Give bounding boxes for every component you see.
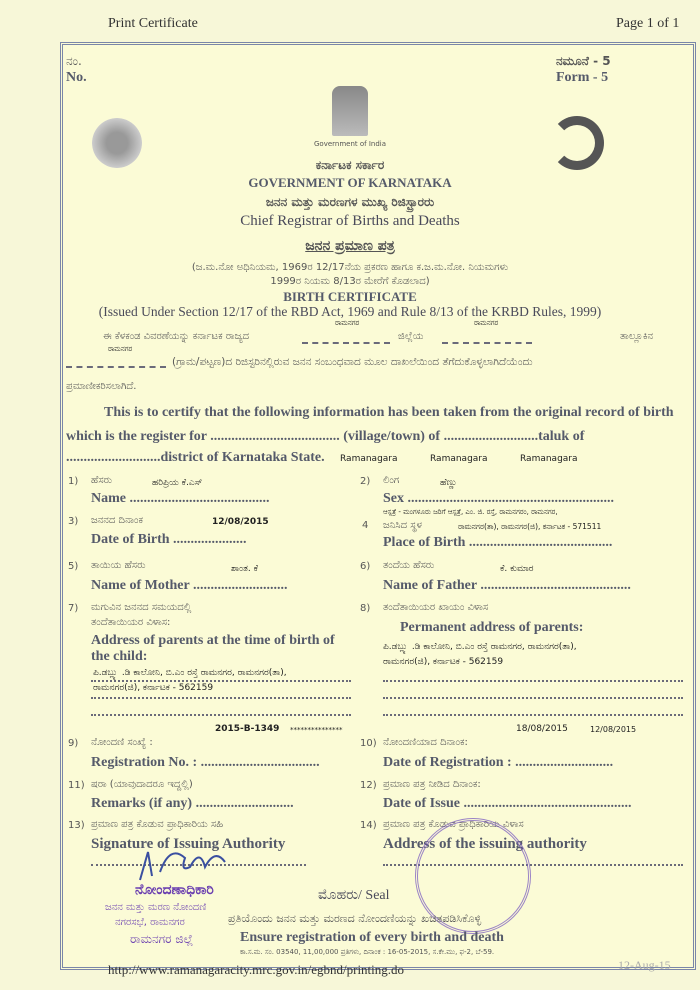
fields-name-en: Name ........................................ (91, 491, 270, 506)
fields-reg-date-overprint: 12/08/2015 (590, 725, 637, 734)
print-line: ಕಾ.ಸ.ಮ. ಸಂ. 03540, 11,00,000 ಪ್ರತಿಗಳು, ದಿನಾಂಕ : 16-05-2015, ಸ.ಕೇ.ಮು, ಫ-2, ಬೆ-59. (240, 948, 495, 956)
fields-addr-birth-value1: ಪಿ.ಡಬ್ಲ್ಯು .ಡಿ ಕಾಲೋನಿ, ಬಿ.ಎಂ ರಸ್ತೆ ರಾಮನಗರ, ರಾಮನಗರ(ತಾ), (93, 668, 287, 678)
fields-addr-birth-en2: the child: (91, 649, 148, 664)
kn-para-1a: ಈ ಕೆಳಕಂಡ ವಿವರಣೆಯನ್ನು ಕರ್ನಾಟಕ ರಾಜ್ಯದ (103, 331, 250, 342)
dotted-fill-line (91, 680, 351, 682)
kn-para-1b: ಜಿಲ್ಲೆಯ (398, 331, 424, 342)
fields-pob-n: 4 (362, 520, 369, 531)
fields-reg-date-kn: ನೋಂದಣಿಯಾದ ದಿನಾಂಕ: (383, 737, 468, 748)
fields-sex-en: Sex ........................................................... (383, 491, 614, 506)
fields-pob-value2: ರಾಮನಗರ(ತಾ), ರಾಮನಗರ(ಜಿ), ಕರ್ನಾಟಕ - 571511 (458, 522, 602, 531)
fields-dob-n: 3) (68, 516, 79, 527)
no-kn: ನಂ. (66, 54, 82, 68)
fields-authority-addr-kn: ಪ್ರಮಾಣ ಪತ್ರ ಕೊಡುವ ಪ್ರಾಧಿಕಾರಿಯ ವಿಳಾಸ (383, 819, 524, 830)
form-kn: ನಮೂನೆ - 5 (556, 54, 611, 68)
district-blank (302, 342, 390, 344)
taluk-fill: ರಾಮನಗರ (474, 319, 499, 327)
fields-issue-date-kn: ಪ್ರಮಾಣ ಪತ್ರ ನೀಡಿದ ದಿನಾಂಕ: (383, 779, 481, 790)
fields-remarks-kn: ಷರಾ (ಯಾವುದಾದರೂ ಇದ್ದಲ್ಲಿ) (91, 779, 193, 790)
print-date: 12-Aug-15 (618, 958, 671, 972)
fields-remarks-n: 11) (68, 780, 85, 791)
fields-addr-perm-kn: ತಂದೆತಾಯಿಯರ ಖಾಯಂ ವಿಳಾಸ (383, 602, 489, 613)
fields-pob-en: Place of Birth ......................................... (383, 535, 613, 550)
town-blank (66, 366, 166, 368)
en-fill-2: Ramanagara (430, 454, 488, 464)
fields-reg-no-masked: *************** (290, 726, 343, 734)
cert-en: BIRTH CERTIFICATE (283, 289, 417, 304)
fields-name-n: 1) (68, 476, 79, 487)
en-fill-1: Ramanagara (340, 454, 398, 464)
fields-name-value: ಹರಿಪ್ರಿಯ ಕೆ.ಎಸ್ (152, 478, 203, 488)
town-fill: ರಾಮನಗರ (108, 345, 133, 353)
gov-en: GOVERNMENT OF KARNATAKA (248, 175, 452, 190)
kn-para-1c: ತಾಲ್ಲೂಕಿನ (620, 331, 654, 342)
cert-kn: ಜನನ ಪ್ರಮಾಣ ಪತ್ರ (305, 238, 395, 254)
fields-reg-no-value: 2015-B-1349 (215, 724, 280, 734)
dotted-fill-line (91, 697, 351, 699)
stamp-l2: ಜನನ ಮತ್ತು ಮರಣ ನೋಂದಣಿ (105, 902, 207, 913)
fields-father-n: 6) (360, 561, 371, 572)
fields-authority-addr-en: Address of the issuing authority (383, 836, 587, 852)
fields-reg-no-kn: ನೋಂದಣಿ ಸಂಖ್ಯೆ : (91, 737, 153, 748)
en-para-3: ...........................district of Karnataka State. (66, 450, 325, 465)
fields-signature-n: 13) (68, 820, 85, 831)
fields-sex-value: ಹೆಣ್ಣು (440, 478, 458, 488)
act-kn-1: (ಜ.ಮ.ನೋ ಅಧಿನಿಯಮ, 1969ರ 12/17ನೆಯ ಪ್ರಕರಣ ಹಾಗೂ ಕ.ಜ.ಮ.ನೋ. ನಿಯಮಗಳು (191, 262, 509, 273)
seal-label: ಮೊಹರು/ Seal (318, 888, 390, 903)
kn-para-2: (ಗ್ರಾಮ/ಪಟ್ಟಣ)ದ ರಿಜಿಸ್ಟರಿನಲ್ಲಿರುವ ಜನನ ಸಂಬಂಧವಾದ ಮೂಲ ದಾಖಲೆಯಿಂದ ತೆಗೆದುಕೊಳ್ಳಲಾಗಿದೆಯೆಂದು (172, 356, 533, 368)
en-para-2: which is the register for ..................................... (village/town) of ...........................taluk of (66, 429, 585, 444)
fields-father-kn: ತಂದೆಯ ಹೆಸರು (383, 560, 435, 571)
fields-dob-en: Date of Birth ..................... (91, 532, 247, 547)
en-fill-3: Ramanagara (520, 454, 578, 464)
print-title: Print Certificate (108, 16, 198, 31)
fields-signature-kn: ಪ್ರಮಾಣ ಪತ್ರ ಕೊಡುವ ಪ್ರಾಧಿಕಾರಿಯ ಸಹಿ (91, 819, 224, 830)
fields-addr-birth-en1: Address of parents at the time of birth of (91, 633, 335, 648)
fields-father-value: ಕೆ. ಕುಮಾರ (500, 564, 534, 574)
ashoka-emblem-icon (332, 86, 368, 136)
page-indicator: Page 1 of 1 (616, 16, 680, 31)
fields-reg-date-value: 18/08/2015 (516, 724, 568, 734)
fields-sex-kn: ಲಿಂಗ (383, 475, 400, 486)
dotted-fill-line (383, 697, 683, 699)
registrar-kn: ಜನನ ಮತ್ತು ಮರಣಗಳ ಮುಖ್ಯ ರಿಜಿಸ್ಟ್ರಾರರು (265, 195, 435, 209)
fields-issue-date-n: 12) (360, 780, 377, 791)
fields-mother-kn: ತಾಯಿಯ ಹೆಸರು (91, 560, 146, 571)
kn-para-3: ಪ್ರಮಾಣೀಕರಿಸಲಾಗಿದೆ. (66, 381, 137, 392)
fields-addr-birth-kn1: ಮಗುವಿನ ಜನನದ ಸಮಯದಲ್ಲಿ (91, 602, 192, 613)
fields-pob-value1: ಆಸ್ಪತ್ರೆ - ಮಂಗಳೂರು ಜರಿಗೆ ಆಸ್ಪತ್ರೆ, ಎಂ. ಜಿ. ರಸ್ತೆ, ರಾಮನಗರಂ, ರಾಮನಗರ, (383, 508, 558, 516)
gov-india: Government of India (313, 140, 387, 148)
fields-addr-perm-n: 8) (360, 603, 371, 614)
fields-sex-n: 2) (360, 476, 371, 487)
act-en: (Issued Under Section 12/17 of the RBD Act, 1969 and Rule 8/13 of the KRBD Rules, 1999) (98, 304, 602, 319)
fields-pob-kn: ಜನಿಸಿದ ಸ್ಥಳ (383, 520, 422, 531)
dotted-fill-line (383, 680, 683, 682)
fields-father-en: Name of Father ........................................... (383, 578, 631, 593)
fields-reg-no-n: 9) (68, 738, 79, 749)
taluk-blank (442, 342, 532, 344)
stamp-l3: ನಗರಸಭೆ, ರಾಮನಗರ (115, 917, 185, 928)
fields-reg-date-en: Date of Registration : ............................ (383, 755, 614, 770)
form-en: Form - 5 (556, 70, 609, 85)
gov-kn: ಕರ್ನಾಟಕ ಸರ್ಕಾರ (315, 158, 385, 172)
fields-addr-birth-n: 7) (68, 603, 79, 614)
fields-dob-value: 12/08/2015 (212, 517, 269, 527)
registrar-en: Chief Registrar of Births and Deaths (240, 213, 460, 229)
fields-reg-no-en: Registration No. : .................................. (91, 755, 320, 770)
fields-mother-n: 5) (68, 561, 79, 572)
dotted-fill-line (383, 714, 683, 716)
fields-mother-value: ಶಾಂತ. ಕೆ (231, 564, 258, 574)
fields-addr-perm-value2: ರಾಮನಗರ(ಜಿ), ಕರ್ನಾಟಕ - 562159 (383, 657, 504, 667)
fields-remarks-en: Remarks (if any) ............................ (91, 796, 294, 811)
fields-addr-perm-en: Permanent address of parents: (400, 620, 584, 635)
fields-addr-birth-value2: ರಾಮನಗರ(ಜಿ), ಕರ್ನಾಟಕ - 562159 (93, 683, 214, 693)
en-para-1: This is to certify that the following information has been taken from the original record of birth (104, 405, 674, 420)
dotted-fill-line (91, 714, 351, 716)
fields-reg-date-n: 10) (360, 738, 377, 749)
fields-addr-perm-value1: ಪಿ.ಡಬ್ಲ್ಯು .ಡಿ ಕಾಲೋನಿ, ಬಿ.ಎಂ ರಸ್ತೆ ರಾಮನಗರ, ರಾಮನಗರ(ತಾ), (383, 642, 577, 652)
fields-mother-en: Name of Mother ........................... (91, 578, 288, 593)
fields-addr-birth-kn2: ತಂದೆತಾಯಿಯರ ವಿಳಾಸ: (91, 617, 171, 628)
footer-kn: ಪ್ರತಿಯೊಂದು ಜನನ ಮತ್ತು ಮರಣದ ನೋಂದಣಿಯನ್ನು ಖಚಿತಪಡಿಸಿಕೊಳ್ಳಿ (228, 912, 482, 925)
signature-mark (130, 840, 240, 882)
footer-en: Ensure registration of every birth and death (240, 930, 504, 945)
fields-issue-date-en: Date of Issue ................................................ (383, 796, 632, 811)
fields-authority-addr-n: 14) (360, 820, 377, 831)
fields-signature-en: Signature of Issuing Authority (91, 836, 286, 852)
source-url: http://www.ramanagaracity.mrc.gov.in/egbnd/printing.do (108, 962, 405, 977)
fields-dob-kn: ಜನನದ ದಿನಾಂಕ (91, 515, 143, 526)
no-en: No. (66, 70, 87, 85)
district-fill: ರಾಮನಗರ (335, 319, 360, 327)
stamp-l4: ರಾಮನಗರ ಜಿಲ್ಲೆ (130, 932, 194, 946)
act-kn-2: 1999ರ ನಿಯಮ 8/13ರ ಮೇರೆಗೆ ಕೊಡಲಾದ) (270, 276, 430, 287)
stamp-l1: ನೋಂದಣಾಧಿಕಾರಿ (135, 882, 214, 898)
fields-name-kn: ಹೆಸರು (91, 475, 113, 486)
